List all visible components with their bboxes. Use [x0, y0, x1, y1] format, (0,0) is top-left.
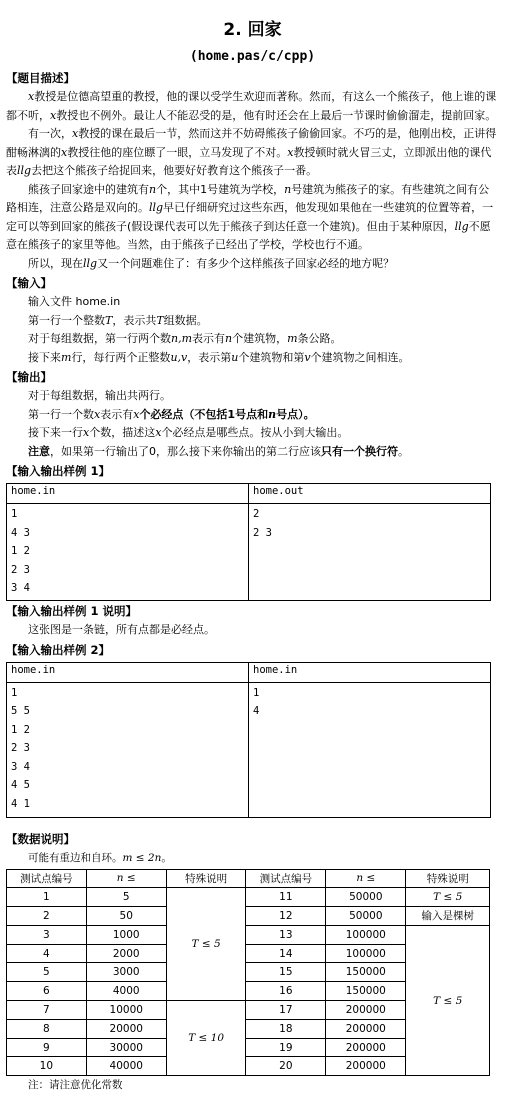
desc-paragraph-1: x教授是位德高望重的教授，他的课以受学生欢迎而著称。然而，有这么一个熊孩子，他上谁的课都不听，x教授也不例外。最让人不能忍受的是，他有时还会在上最后一节课时偷偷溜走，提前回家。 — [6, 90, 497, 122]
example-1-output-cell — [249, 504, 491, 601]
example-line: 3 4 — [11, 582, 30, 594]
example-1-explain-text: 这张图是一条链，所有点都是必经点。 — [28, 623, 215, 636]
input-line-1: 输入文件 home.in — [28, 295, 121, 308]
example-1-input-cell — [7, 504, 249, 601]
example-line: 1 — [11, 508, 18, 520]
example-line: 1 — [253, 686, 260, 699]
section-heading-data: 【数据说明】 — [6, 831, 75, 846]
example-1-input-header: home.in — [7, 484, 249, 504]
problem-title: 2. 回家 — [223, 20, 282, 40]
example-line: 2 3 — [11, 563, 30, 576]
desc-paragraph-4: 所以，现在llg又一个问题难住了：有多少个这样熊孩子回家必经的地方呢？ — [28, 256, 395, 270]
table-row: 4 2000 14 100000 — [7, 944, 490, 963]
header-testpoint: 测试点编号 — [246, 869, 326, 888]
header-spec: 特殊说明 — [166, 869, 246, 888]
table-row: 10 40000 20 200000 — [7, 1057, 490, 1076]
example-line: 1 — [11, 686, 18, 699]
output-line-4: 注意，如果第一行输出了0，那么接下来你输出的第二行应该只有一个换行符。 — [28, 444, 409, 458]
example-2-output-cell — [249, 682, 491, 817]
output-line-3: 接下来一行x个数，描述这x个必经点是哪些点。按从小到大输出。 — [28, 426, 349, 439]
example-line: 4 1 — [11, 797, 30, 810]
problem-subtitle: (home.pas/c/cpp) — [189, 49, 316, 64]
data-range-table — [6, 869, 490, 1077]
table-row: 9 30000 19 200000 — [7, 1038, 490, 1057]
example-1-output-header: home.out — [249, 484, 491, 504]
spec-cell: 输入是棵树 — [406, 907, 490, 926]
table-row: 7 10000 T ≤ 10 17 200000 — [7, 1001, 490, 1020]
example-line: 2 3 — [11, 742, 30, 754]
example-2-table — [6, 662, 491, 818]
table-row: 5 3000 15 150000 — [7, 963, 490, 982]
example-2-input-cell — [7, 682, 249, 817]
output-line-2: 第一行一个数x表示有x个必经点（不包括1号点和n号点）。 — [28, 407, 315, 421]
spec-cell: T ≤ 5 — [406, 925, 490, 1075]
section-heading-example-1-explain: 【输入输出样例 1 说明】 — [6, 604, 138, 618]
example-2-input-header: home.in — [7, 662, 249, 682]
output-line-1: 对于每组数据，输出共两行。 — [28, 389, 171, 402]
data-note: 可能有重边和自环。m ≤ 2n。 — [28, 851, 172, 864]
header-testpoint: 测试点编号 — [7, 869, 87, 888]
input-line-4: 接下来m行，每行两个正整数u,v，表示第u个建筑物和第v个建筑物之间相连。 — [28, 350, 410, 364]
table-row: 1 5 T ≤ 5 11 50000 T ≤ 5 — [7, 888, 490, 907]
table-row: 6 4000 16 150000 — [7, 982, 490, 1001]
desc-paragraph-2: 有一次，x教授的课在最后一节，然而这并不妨碍熊孩子偷偷回家。不巧的是，他刚出校，正讲得酣畅淋漓的x教授往他的座位瞟了一眼，立马发现了不对。x教授顿时就火冒三丈，立即派出他的课代表llg去把这个熊孩子给捉回来，他要好好教育这个熊孩子一番。 — [6, 127, 497, 177]
header-n: n ≤ — [86, 869, 166, 888]
document-page — [0, 18, 505, 1116]
example-line: 3 4 — [11, 760, 30, 773]
example-line: 4 5 — [11, 779, 30, 791]
section-heading-example-2: 【输入输出样例 2】 — [6, 642, 111, 657]
section-heading-example-1: 【输入输出样例 1】 — [6, 464, 111, 478]
spec-cell: T ≤ 5 — [166, 888, 246, 1001]
section-heading-input: 【输入】 — [6, 276, 52, 290]
spec-cell: T ≤ 5 — [406, 888, 490, 907]
example-2-output-header: home.in — [249, 662, 491, 682]
example-line: 2 3 — [253, 526, 272, 539]
example-line: 2 — [253, 508, 260, 520]
example-line: 4 3 — [11, 526, 30, 539]
example-line: 4 — [253, 705, 260, 717]
table-row: 3 1000 13 100000 T ≤ 5 — [7, 925, 490, 944]
input-line-2: 第一行一个整数T，表示共T组数据。 — [28, 313, 208, 327]
example-line: 1 2 — [11, 723, 30, 736]
table-row: 8 20000 18 200000 — [7, 1019, 490, 1038]
input-line-3: 对于每组数据，第一行两个数n,m表示有n个建筑物，m条公路。 — [28, 332, 342, 345]
example-line: 1 2 — [11, 545, 30, 557]
example-1-table — [6, 483, 491, 601]
footnote: 注：请注意优化常数 — [28, 1079, 123, 1092]
table-row: 2 50 12 50000 输入是棵树 — [7, 907, 490, 926]
header-spec: 特殊说明 — [406, 869, 490, 888]
header-n: n ≤ — [326, 869, 406, 888]
section-heading-output: 【输出】 — [6, 370, 52, 384]
example-line: 5 5 — [11, 705, 30, 717]
desc-paragraph-3: 熊孩子回家途中的建筑有n个，其中1号建筑为学校，n号建筑为熊孩子的家。有些建筑之间有公路相连，注意公路是双向的。llg早已仔细研究过这些东西，他发现如果他在一些建筑的位置等着，一定可以等到回家的熊孩子(假设课代表可以先于熊孩子到达任意一个建筑)。但由于某种原因，llg不愿意在熊孩子的家里等他。当然，由于熊孩子已经出了学校，学校也行不通。 — [6, 182, 494, 251]
section-heading-description: 【题目描述】 — [6, 71, 75, 85]
spec-cell: T ≤ 10 — [166, 1001, 246, 1076]
